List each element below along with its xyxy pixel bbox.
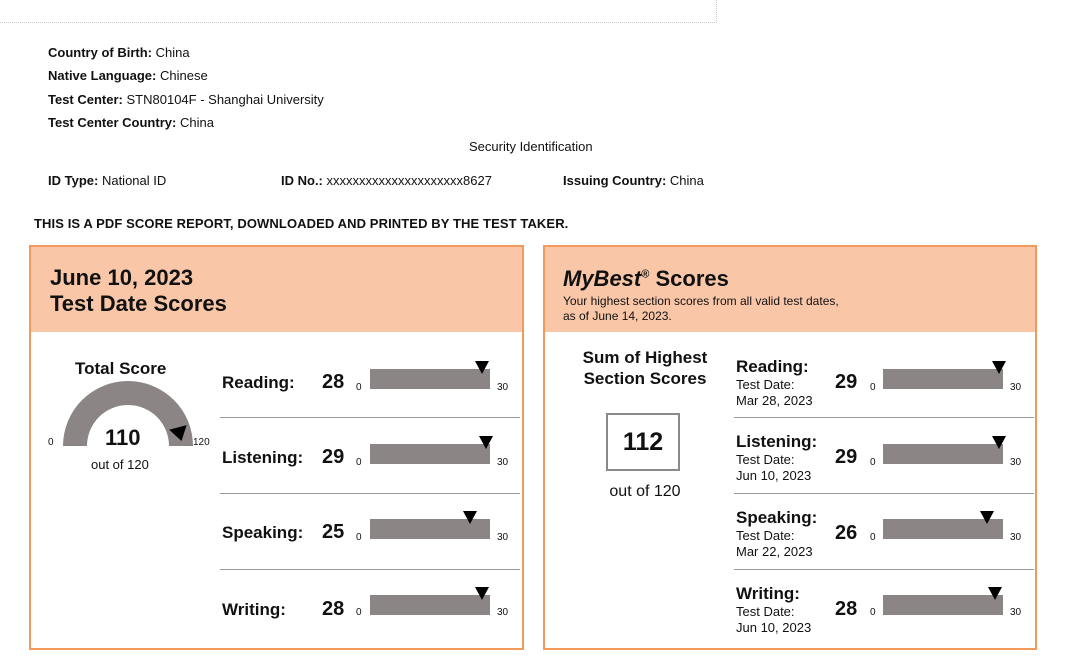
td-separator-2 <box>220 493 520 494</box>
td-speaking-marker <box>463 511 477 524</box>
gauge-min-label: 0 <box>48 437 54 448</box>
mb-speaking-marker <box>980 511 994 524</box>
mb-reading-marker <box>992 361 1006 374</box>
td-writing-bar <box>370 595 490 615</box>
td-speaking-label: Speaking: <box>222 523 304 542</box>
test-center-country-value: China <box>179 115 214 130</box>
mb-listening-date-label: Test Date: <box>736 452 795 467</box>
mb-listening-date: Jun 10, 2023 <box>736 468 812 483</box>
test-center-country-label: Test Center Country: <box>48 115 177 130</box>
mb-writing-marker <box>988 587 1002 600</box>
td-speaking-max: 30 <box>497 532 509 543</box>
td-speaking-min: 0 <box>356 532 362 543</box>
native-language-value: Chinese <box>159 68 208 83</box>
mybest-title <box>563 266 729 292</box>
mb-reading-max: 30 <box>1010 382 1022 393</box>
mb-speaking-min: 0 <box>870 532 876 543</box>
mb-speaking-max: 30 <box>1010 532 1022 543</box>
mb-writing-date: Jun 10, 2023 <box>736 620 812 635</box>
td-listening-score: 29 <box>322 446 345 468</box>
mb-separator-1 <box>734 417 1034 418</box>
mybest-scores-panel <box>543 245 1037 650</box>
mb-reading-date: Mar 28, 2023 <box>736 393 813 408</box>
id-no-row <box>281 173 492 188</box>
mb-reading-date-label: Test Date: <box>736 377 795 392</box>
td-reading-marker <box>475 361 489 374</box>
total-score-out-of: out of 120 <box>91 457 149 472</box>
mb-reading-min: 0 <box>870 382 876 393</box>
td-writing-max: 30 <box>497 607 509 618</box>
sum-score-out-of: out of 120 <box>609 483 681 500</box>
security-identification-heading: Security Identification <box>469 139 593 154</box>
issuing-country-label: Issuing Country: <box>563 173 667 188</box>
test-date-scores-title: Test Date Scores <box>50 291 227 316</box>
mybest-desc-line2: as of June 14, 2023. <box>563 309 672 323</box>
mb-separator-2 <box>734 493 1034 494</box>
td-writing-score: 28 <box>322 598 345 620</box>
issuing-country-value: China <box>669 173 704 188</box>
mb-writing-max: 30 <box>1010 607 1022 618</box>
mb-separator-3 <box>734 569 1034 570</box>
td-writing-marker <box>475 587 489 600</box>
mb-speaking-label: Speaking: <box>736 508 818 527</box>
country-of-birth-label: Country of Birth: <box>48 45 152 60</box>
mb-listening-marker <box>992 436 1006 449</box>
id-type-label: ID Type: <box>48 173 99 188</box>
td-writing-label: Writing: <box>222 600 286 619</box>
native-language-label: Native Language: <box>48 68 157 83</box>
td-reading-score: 28 <box>322 371 345 393</box>
td-reading-min: 0 <box>356 382 362 393</box>
test-center-label: Test Center: <box>48 92 123 107</box>
mybest-panel-header <box>545 247 1035 332</box>
td-writing-min: 0 <box>356 607 362 618</box>
td-listening-min: 0 <box>356 457 362 468</box>
top-dotted-border <box>0 0 717 23</box>
test-date-panel-header <box>31 247 522 332</box>
td-listening-label: Listening: <box>222 448 304 467</box>
test-center-value: STN80104F - Shanghai University <box>126 92 324 107</box>
mb-listening-min: 0 <box>870 457 876 468</box>
td-listening-marker <box>479 436 493 449</box>
mb-listening-max: 30 <box>1010 457 1022 468</box>
mb-listening-score: 29 <box>835 446 858 468</box>
mb-writing-min: 0 <box>870 607 876 618</box>
total-score-title: Total Score <box>75 359 167 378</box>
pdf-report-notice: THIS IS A PDF SCORE REPORT, DOWNLOADED AND PRINTED BY THE TEST TAKER. <box>34 216 569 231</box>
mb-reading-score: 29 <box>835 371 858 393</box>
td-listening-bar <box>370 444 490 464</box>
mb-reading-bar <box>883 369 1003 389</box>
mb-reading-label: Reading: <box>736 357 809 376</box>
id-type-row <box>48 173 166 188</box>
mb-writing-bar <box>883 595 1003 615</box>
country-of-birth-row <box>48 45 190 61</box>
td-reading-max: 30 <box>497 382 509 393</box>
mb-listening-bar <box>883 444 1003 464</box>
total-score-value: 110 <box>105 425 141 450</box>
mb-speaking-score: 26 <box>835 522 858 544</box>
td-separator-3 <box>220 569 520 570</box>
test-center-row <box>48 92 324 108</box>
mb-speaking-date: Mar 22, 2023 <box>736 544 813 559</box>
mb-writing-label: Writing: <box>736 584 800 603</box>
id-no-value: xxxxxxxxxxxxxxxxxxxxx8627 <box>326 173 492 188</box>
td-listening-max: 30 <box>497 457 509 468</box>
sum-score-box: 112 <box>606 413 680 471</box>
id-no-label: ID No.: <box>281 173 323 188</box>
test-center-country-row <box>48 115 214 131</box>
mybest-registered-mark: ® <box>641 268 650 281</box>
mybest-desc-line1: Your highest section scores from all valid test dates, <box>563 294 839 308</box>
mybest-description <box>563 294 839 324</box>
issuing-country-row <box>563 173 704 188</box>
mb-writing-date-label: Test Date: <box>736 604 795 619</box>
td-reading-label: Reading: <box>222 373 295 392</box>
td-reading-bar <box>370 369 490 389</box>
mybest-title-rest: Scores <box>649 266 729 291</box>
id-type-value: National ID <box>101 173 167 188</box>
native-language-row <box>48 68 208 84</box>
td-speaking-score: 25 <box>322 521 345 543</box>
mb-writing-score: 28 <box>835 598 858 620</box>
test-date-scores-panel <box>29 245 524 650</box>
gauge-max-label: 120 <box>193 437 210 448</box>
mb-listening-label: Listening: <box>736 432 818 451</box>
country-of-birth-value: China <box>155 45 190 60</box>
sum-of-highest-title: Sum of Highest Section Scores <box>582 348 708 388</box>
mb-speaking-date-label: Test Date: <box>736 528 795 543</box>
td-separator-1 <box>220 417 520 418</box>
mybest-title-italic: MyBest <box>563 266 642 291</box>
test-date: June 10, 2023 <box>50 265 194 290</box>
